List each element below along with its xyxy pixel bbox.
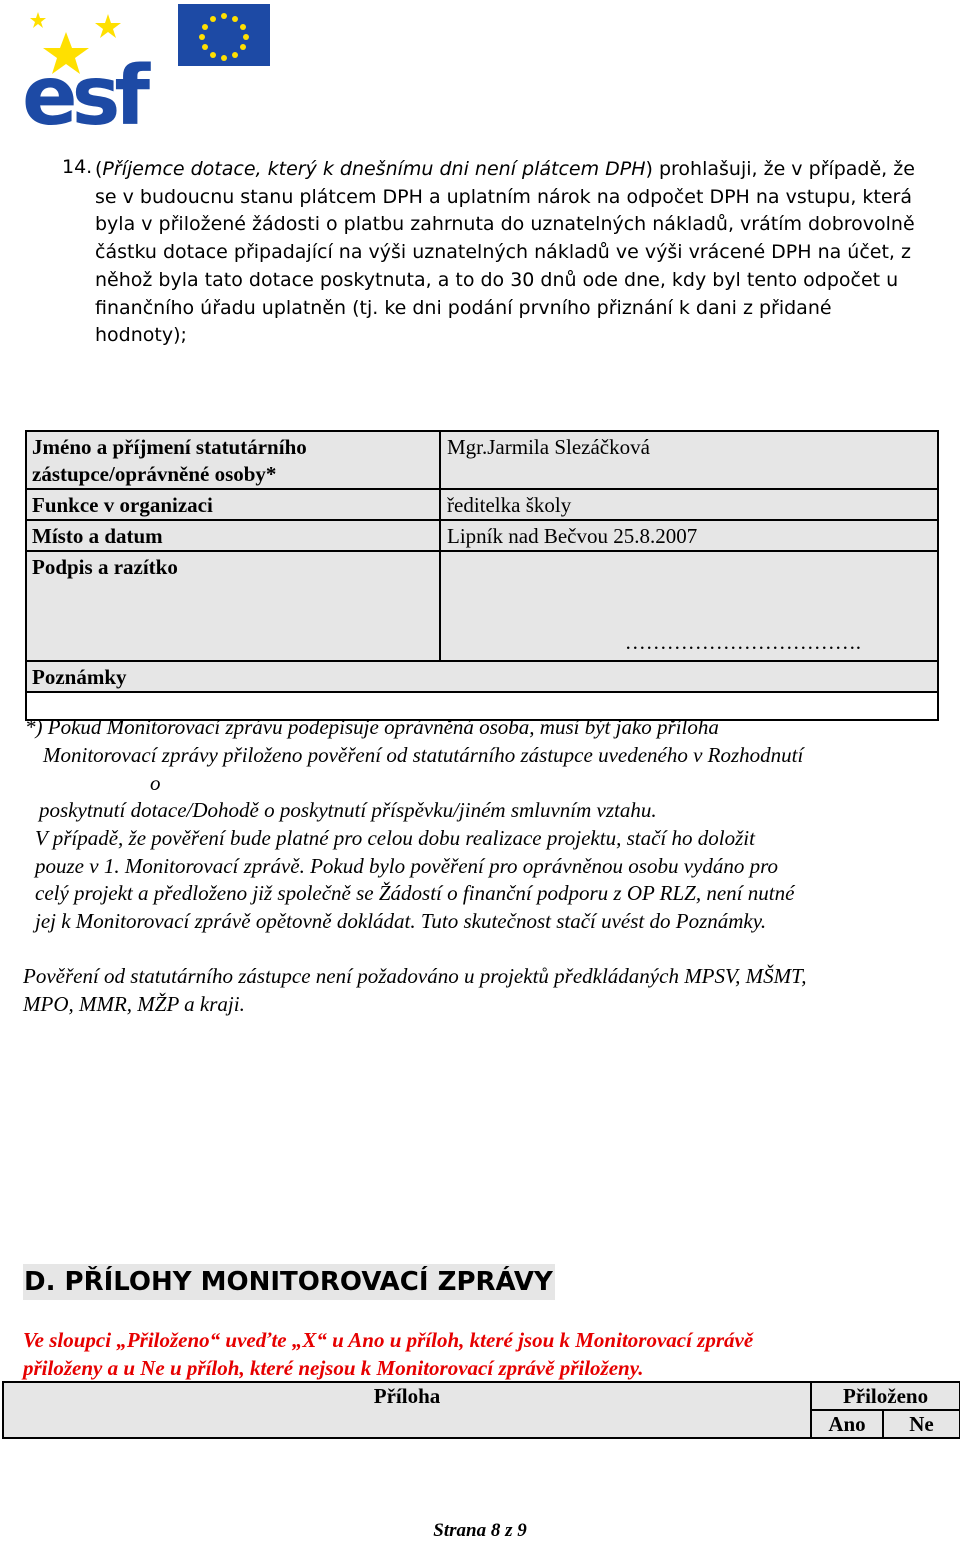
footnote-line-4: poskytnutí dotace/Dohodě o poskytnutí příspěvku/jiném smluvním vztahu. bbox=[39, 798, 657, 822]
instruction-line-2: přiloženy a u Ne u příloh, které nejsou k Monitorovací zprávě přiloženy. bbox=[23, 1356, 644, 1380]
footnote-line-3: o bbox=[150, 771, 161, 795]
footnote2-line-1: Pověření od statutárního zástupce není požadováno u projektů předkládaných MPSV, MŠMT, bbox=[23, 964, 807, 988]
signature-dots: ……………………………. bbox=[624, 630, 861, 654]
name-label: Jméno a příjmení statutárního zástupce/oprávněné osoby* bbox=[26, 431, 440, 489]
col-header-yes: Ano bbox=[811, 1410, 883, 1438]
item14-line-5: něhož byla tato dotace poskytnuta, a to do 30 dnů ode dne, kdy byl tento odpočet u bbox=[95, 268, 899, 291]
item-number: 14. bbox=[62, 156, 93, 178]
item14-line-1-rest: prohlašuji, že v případě, že bbox=[658, 158, 915, 180]
footnote-line-6: pouze v 1. Monitorovací zprávě. Pokud bylo pověření pro oprávněnou osobu vydáno pro bbox=[35, 854, 779, 878]
footnote-line-1: *) Pokud Monitorovací zprávu podepisuje oprávněná osoba, musí být jako příloha bbox=[25, 715, 719, 739]
name-value[interactable]: Mgr.Jarmila Slezáčková bbox=[440, 431, 938, 489]
signature-label: Podpis a razítko bbox=[26, 551, 440, 661]
item14-line-6: finančního úřadu uplatněn (tj. ke dni podání prvního přiznání k dani z přidané bbox=[95, 296, 832, 319]
item14-line-1 bbox=[95, 156, 935, 184]
col-header-no: Ne bbox=[883, 1410, 960, 1438]
footnote-line-8: jej k Monitorovací zprávě opětovně dokládat. Tuto skutečnost stačí uvést do Poznámky. bbox=[35, 909, 767, 933]
item14-line-4: částku dotace připadající na výši uznatelných nákladů ve výši vrácené DPH na účet, z bbox=[95, 241, 911, 264]
footnote-line-2: Monitorovací zprávy přiloženo pověření od statutárního zástupce uvedeného v Rozhodnutí bbox=[43, 743, 804, 767]
item14-line-2: se v budoucnu stanu plátcem DPH a uplatním nárok na odpočet DPH na vstupu, která bbox=[95, 185, 912, 208]
function-label: Funkce v organizaci bbox=[26, 489, 440, 520]
italic-intro: Příjemce dotace, který k dnešnímu dni není plátcem DPH bbox=[102, 158, 646, 180]
paren-open: ( bbox=[95, 158, 103, 180]
page-number: Strana 8 z 9 bbox=[433, 1520, 527, 1541]
signature-table bbox=[25, 430, 939, 721]
footnote-line-5: V případě, že pověření bude platné pro celou dobu realizace projektu, stačí ho doložit bbox=[35, 826, 755, 850]
col-header-attached: Přiloženo bbox=[811, 1382, 960, 1410]
paren-close: ) bbox=[645, 158, 653, 180]
signature-field[interactable] bbox=[440, 551, 938, 661]
item14-line-3: byla v přiložené žádosti o platbu zahrnuta do uznatelných nákladů, vrátím dobrovolně bbox=[95, 213, 915, 236]
svg-text:esf: esf bbox=[22, 49, 145, 128]
section-d-heading: D. PŘÍLOHY MONITOROVACÍ ZPRÁVY bbox=[23, 1264, 555, 1300]
place-date-value[interactable]: Lipník nad Bečvou 25.8.2007 bbox=[440, 520, 938, 551]
footnote2-line-2: MPO, MMR, MŽP a kraji. bbox=[23, 992, 245, 1016]
item14-paragraph bbox=[95, 156, 935, 350]
notes-label: Poznámky bbox=[26, 661, 938, 692]
function-value[interactable]: ředitelka školy bbox=[440, 489, 938, 520]
attachments-table bbox=[2, 1381, 960, 1439]
item14-line-7: hodnoty); bbox=[95, 324, 187, 347]
place-date-label: Místo a datum bbox=[26, 520, 440, 551]
col-header-attachment: Příloha bbox=[3, 1382, 811, 1438]
instruction-line-1: Ve sloupci „Přiloženo“ uveďte „X“ u Ano u příloh, které jsou k Monitorovací zprávě bbox=[23, 1328, 754, 1352]
esf-eu-logo bbox=[22, 4, 272, 128]
footnote-line-7: celý projekt a předloženo již společně se Žádostí o finanční podporu z OP RLZ, není nutné bbox=[35, 881, 795, 905]
